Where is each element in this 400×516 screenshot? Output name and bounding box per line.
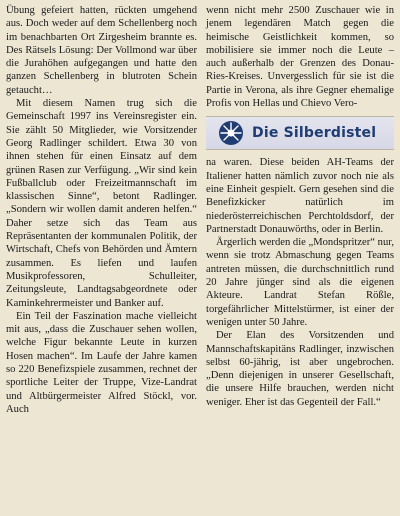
silberdistel-logo-banner bbox=[206, 116, 394, 150]
silberdistel-logo-label: Die Silberdistel bbox=[252, 124, 377, 141]
article-paragraph: Ärgerlich werden die „Mondspritzer“ nur, wenn sie trotz Abmaschung gegen Teams antreten müssen, die durchschnittlich rund 20 Jahre jünger sind als die eigenen Akteure. Landrat Stefan Rößle, torgefährlicher Mittelstürmer, ist einer der wenigen unter 50 Jahre. bbox=[206, 237, 394, 328]
article-paragraph: na waren. Diese beiden AH-Teams der Italiener hatten nämlich zuvor noch nie als eine Einheit gespielt. Gern gesehen sind die Benefizkicker natürlich im niederösterreichischen Perchtoldsdorf, der Partnerstadt Donauwörths, oder in Berlin. bbox=[206, 157, 394, 235]
article-column-left bbox=[6, 4, 197, 416]
article-paragraph: Übung gefeiert hatten, rückten umgehend aus. Doch weder auf dem Schellenberg noch im benachbarten Ort Zirgesheim brannte es. Des Rätsels Lösung: Der Vollmond war über die Jurahöhen aufgegangen und hatte den ganzen Schellenberg in blutroten Schein getaucht… bbox=[6, 5, 197, 96]
thistle-icon bbox=[214, 119, 248, 147]
article-paragraph: Ein Teil der Faszination mache vielleicht mit aus, „dass die Zuschauer sehen wollen, welche Figur bekannte Leute in kurzen Hosen machen“. Im Laufe der Jahre kamen so 220 Benefizspiele zusammen, rechnet der sportliche Leiter der Truppe, Vize-Landrat und Altbürgermeister Alfred Stöckl, vor. Auch bbox=[6, 310, 197, 415]
article-paragraph: Der Elan des Vorsitzenden und Mannschaftskapitäns Radlinger, inzwischen selbst 60-jährig, ist aber ungebrochen. „Denn diejenigen in unserer Gesellschaft, die unsere Hilfe brauchen, werden nicht weniger. Eher ist das Gegenteil der Fall.“ bbox=[206, 330, 394, 408]
article-column-right bbox=[206, 4, 394, 409]
article-paragraph: Mit diesem Namen trug sich die Gemeinschaft 1997 ins Vereinsregister ein. Sie zählt 50 Mitglieder, wie Vorsitzender Georg Radlinger schildert. Etwa 30 von ihnen stehen für einen Einsatz auf dem grünen Rasen zur Verfügung. „Wir sind kein Fußballclub oder Freizeitmannschaft im klassischen Sinne“, betont Radlinger. „Sondern wir wollen damit anderen helfen.“ Daher setze sich das Team aus Repräsentanten der kommunalen Politik, der Wirtschaft, Chefs von Behörden und Ämtern zusammen. Es liefen und laufen Musikprofessoren, Schulleiter, Zeitungsleute, Landtagsabgeordnete oder Kaminkehrermeister und Banker auf. bbox=[6, 98, 197, 309]
article-paragraph: wenn nicht mehr 2500 Zuschauer wie in jenem legendären Match gegen die heimische Geistlichkeit kommen, so mobilisiere sie immer noch die Leute – auch außerhalb der Grenzen des Donau-Ries-Kreises. Unvergesslich für sie ist die Partie in Verona, als ihre Gegner ehemalige Profis von Hellas und Chievo Vero- bbox=[206, 5, 394, 110]
